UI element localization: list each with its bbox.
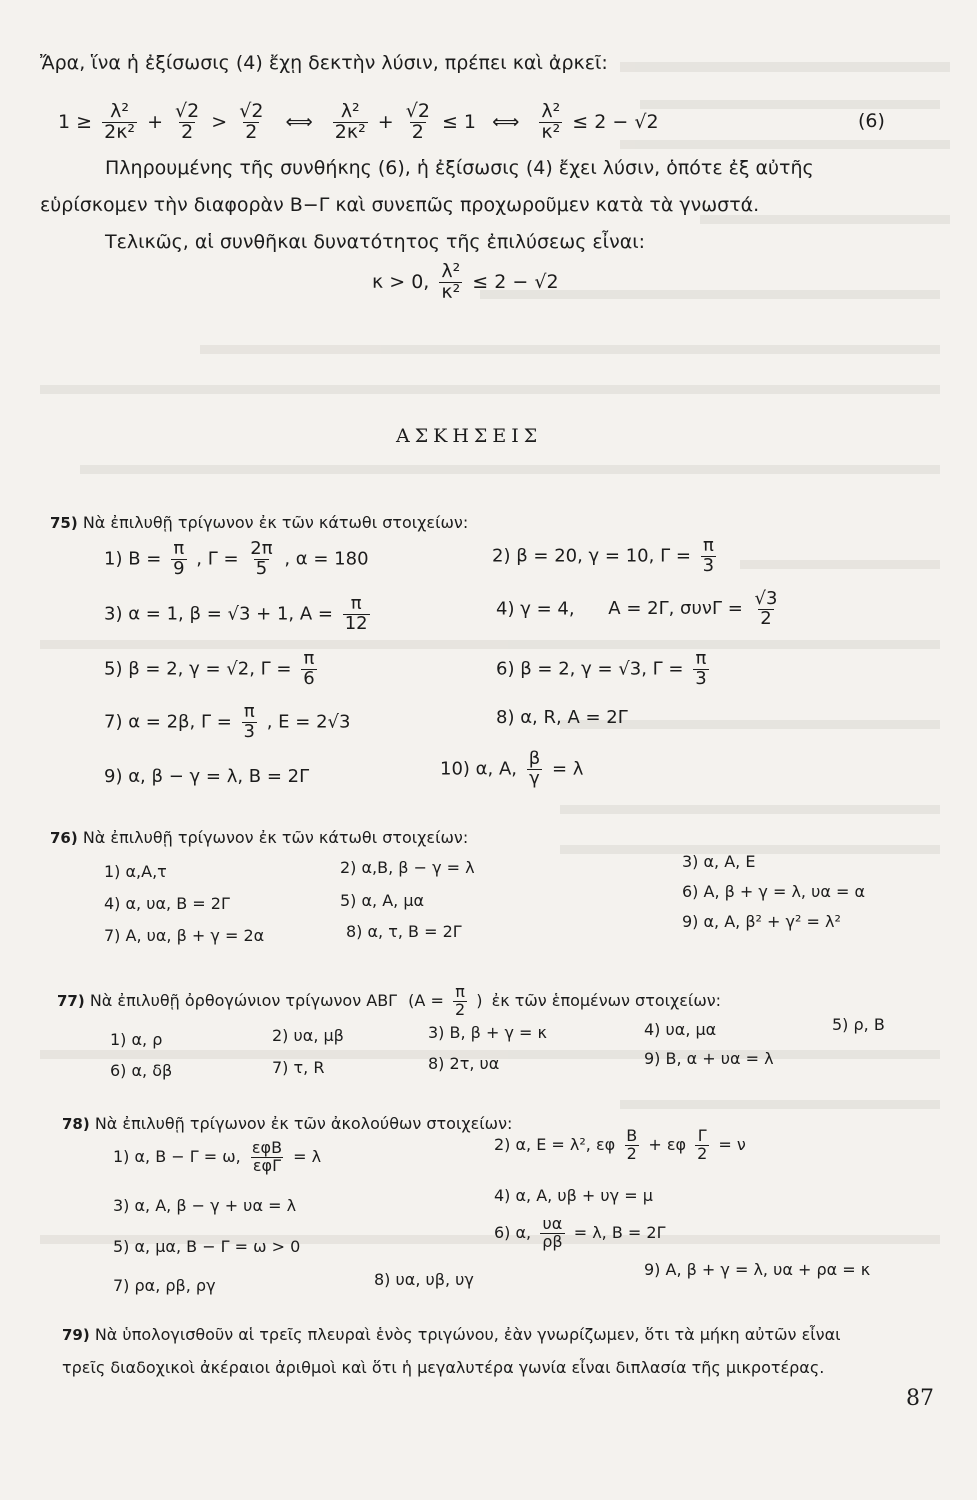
exercise-77-prompt: 77) Νὰ ἐπιλυθῇ ὀρθογώνιον τρίγωνον ΑΒΓ (Α = $\frac{\pi}{2}$ ) ἐκ τῶν ἑπομένων στοιχείων:: [57, 982, 722, 1019]
exercise-76-item-2: 2) α,Β, β − γ = λ: [340, 858, 475, 877]
exercise-75-item-8: 8) α, R, Α = 2Γ: [496, 707, 628, 728]
exercise-78-prompt: [62, 1114, 512, 1133]
fraction: $\frac{√2}{2}$: [175, 100, 200, 143]
equation-6: [58, 102, 659, 143]
fraction: $\frac{\text{λ²}}{\text{2κ²}}$: [104, 100, 136, 143]
exercise-76-prompt: [50, 828, 468, 847]
exercise-76-item-8: 8) α, τ, Β = 2Γ: [346, 922, 462, 941]
intro-line: Ἄρα, ἵνα ἡ ἐξίσωσις (4) ἔχῃ δεκτὴν λύσιν, πρέπει καὶ ἀρκεῖ:: [40, 52, 608, 74]
exercise-75-item-9: 9) α, β − γ = λ, Β = 2Γ: [104, 766, 310, 787]
equation-tag: (6): [858, 110, 885, 132]
exercise-75-item-1: 1) Β = $\frac{\pi}{9}$ , Γ = $\frac{2\pi}{5}$ , α = 180: [104, 538, 369, 579]
exercise-text: Νὰ ἐπιλυθῇ τρίγωνον ἐκ τῶν ἀκολούθων στοιχείων:: [94, 1114, 513, 1133]
section-heading: ΑΣΚΗΣΕΙΣ: [396, 425, 543, 447]
exercise-78-item-5: 5) α, μα, Β − Γ = ω > 0: [113, 1237, 301, 1256]
exercise-text: Νὰ ὑπολογισθοῦν αἱ τρεῖς πλευραὶ ἑνὸς τριγώνου, ἐὰν γνωρίζωμεν, ὅτι τὰ μήκη αὐτῶν εἶναι: [94, 1325, 841, 1344]
exercise-77-item-3: 3) Β, β + γ = κ: [428, 1023, 547, 1042]
exercise-76-item-4: 4) α, υα, Β = 2Γ: [104, 894, 230, 913]
paragraph-line: Τελικῶς, αἱ συνθῆκαι δυνατότητος τῆς ἐπιλύσεως εἶναι:: [105, 231, 646, 253]
exercise-75-item-2: 2) β = 20, γ = 10, Γ = $\frac{\pi}{3}$: [492, 535, 715, 576]
exercise-75-item-4: 4) γ = 4, Α = 2Γ, συνΓ = $\frac{√3}{2}$: [496, 588, 778, 629]
eq-rhs: ≤ 2 − √2: [572, 110, 659, 133]
exercise-78-item-1: 1) α, Β − Γ = ω, $\frac{\text{εφΒ}}{\text{εφΓ}}$ = λ: [113, 1138, 322, 1175]
exercise-75-item-6: 6) β = 2, γ = √3, Γ = $\frac{\pi}{3}$: [496, 648, 707, 689]
exercise-76-item-3: 3) α, Α, Ε: [682, 852, 756, 871]
exercise-78-item-9: 9) Α, β + γ = λ, υα + ρα = κ: [644, 1260, 871, 1279]
exercise-76-item-9: 9) α, Α, β² + γ² = λ²: [682, 912, 841, 931]
fraction: $\frac{\text{λ²}}{\text{κ²}}$: [441, 260, 461, 303]
exercise-77-item-6: 6) α, δβ: [110, 1061, 173, 1080]
exercise-75-prompt: [50, 513, 468, 532]
exercise-text: Νὰ ἐπιλυθῇ τρίγωνον ἐκ τῶν κάτωθι στοιχείων:: [82, 828, 469, 847]
exercise-77-item-8: 8) 2τ, υα: [428, 1054, 500, 1073]
exercise-76-item-7: 7) Α, υα, β + γ = 2α: [104, 926, 265, 945]
exercise-75-item-10: 10) α, Α, $\frac{\beta}{\gamma}$ = λ: [440, 748, 584, 789]
exercise-77-item-9: 9) Β, α + υα = λ: [644, 1049, 774, 1068]
paragraph-line: Πληρουμένης τῆς συνθήκης (6), ἡ ἐξίσωσις (4) ἔχει λύσιν, ὁπότε ἐξ αὐτῆς: [105, 157, 814, 179]
fraction: $\frac{√2}{2}$: [405, 100, 430, 143]
exercise-text: Νὰ ἐπιλυθῇ ὀρθογώνιον τρίγωνον ΑΒΓ: [89, 990, 398, 1010]
exercise-79-continuation: τρεῖς διαδοχικοὶ ἀκέραιοι ἀριθμοὶ καὶ ὅτι ἡ μεγαλυτέρα γωνία εἶναι διπλασία τῆς μικροτέρας.: [62, 1358, 825, 1377]
possibility-conditions: κ > 0, $\frac{\text{λ²}}{\text{κ²}}$ ≤ 2 − √2: [372, 260, 559, 303]
exercise-76-item-5: 5) α, Α, μα: [340, 891, 425, 910]
fraction: $\frac{\text{λ²}}{\text{2κ²}}$: [334, 100, 366, 143]
page-number: 87: [906, 1386, 934, 1411]
operator: +: [377, 110, 394, 133]
exercise-77-item-7: 7) τ, R: [272, 1058, 325, 1077]
fraction: $\frac{√2}{2}$: [239, 100, 264, 143]
exercise-number: 78): [62, 1115, 90, 1133]
exercise-number: 76): [50, 829, 78, 847]
operator: ⟺: [492, 110, 520, 133]
exercise-75-item-5: 5) β = 2, γ = √2, Γ = $\frac{\pi}{6}$: [104, 648, 315, 689]
exercise-text: Νὰ ἐπιλυθῇ τρίγωνον ἐκ τῶν κάτωθι στοιχείων:: [82, 513, 469, 532]
exercise-77-item-5: 5) ρ, Β: [832, 1015, 885, 1034]
exercise-78-item-3: 3) α, Α, β − γ + υα = λ: [113, 1196, 297, 1215]
operator: >: [211, 110, 228, 133]
paragraph-line: εὑρίσκομεν τὴν διαφορὰν Β−Γ καὶ συνεπῶς προχωροῦμεν κατὰ τὰ γνωστά.: [40, 194, 760, 216]
exercise-76-item-1: 1) α,Α,τ: [104, 862, 167, 881]
exercise-75-item-3: 3) α = 1, β = √3 + 1, Α = $\frac{\pi}{12}$: [104, 593, 368, 634]
exercise-77-item-4: 4) υα, μα: [644, 1020, 717, 1039]
exercise-number: 75): [50, 514, 78, 532]
operator: +: [147, 110, 163, 133]
exercise-75-item-7: 7) α = 2β, Γ = $\frac{\pi}{3}$ , Ε = 2√3: [104, 701, 351, 742]
exercise-78-item-8: 8) υα, υβ, υγ: [374, 1270, 474, 1289]
fraction: $\frac{\text{λ²}}{\text{κ²}}$: [541, 100, 561, 143]
exercise-77-item-2: 2) υα, μβ: [272, 1026, 344, 1045]
exercise-78-item-7: 7) ρα, ρβ, ργ: [113, 1276, 216, 1295]
exercise-number: 79): [62, 1326, 90, 1344]
exercise-number: 77): [57, 991, 85, 1010]
operator: ≤ 1: [441, 110, 477, 133]
exercise-76-item-6: 6) Α, β + γ = λ, υα = α: [682, 882, 866, 901]
exercise-77-item-1: 1) α, ρ: [110, 1030, 163, 1049]
exercise-79-prompt: [62, 1325, 841, 1344]
exercise-78-item-4: 4) α, Α, υβ + υγ = μ: [494, 1186, 653, 1205]
exercise-78-item-2: 2) α, Ε = λ², εφ $\frac{B}{2}$ + εφ $\frac{\Gamma}{2}$ = ν: [494, 1126, 746, 1163]
exercise-78-item-6: 6) α, $\frac{\upsilon\alpha}{\rho\beta}$ = λ, Β = 2Γ: [494, 1214, 666, 1251]
operator: ⟺: [285, 110, 313, 133]
eq-lhs: 1 ≥: [58, 110, 93, 133]
